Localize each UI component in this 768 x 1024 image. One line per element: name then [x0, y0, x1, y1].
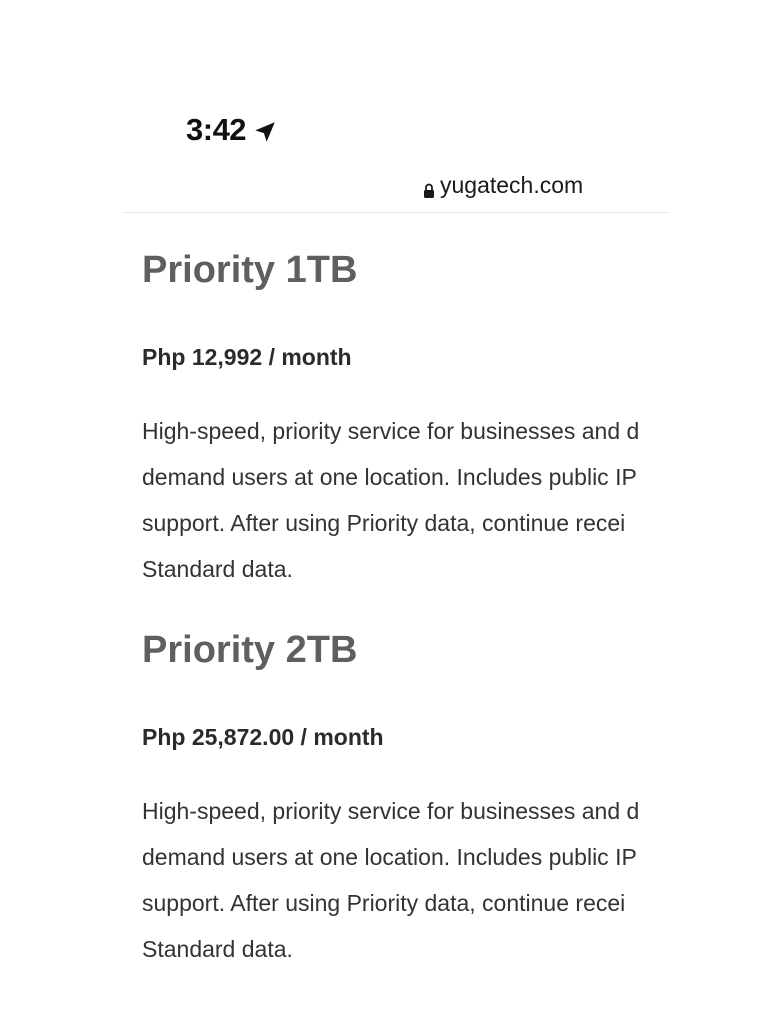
plan-description-line: support. After using Priority data, continue recei — [142, 890, 626, 916]
lock-icon — [423, 178, 435, 194]
plan-description-line: demand users at one location. Includes public IP — [142, 844, 637, 870]
status-bar-clock — [186, 112, 278, 148]
plan-title: Priority 1TB — [142, 249, 358, 291]
plan-price: Php 12,992 / month — [142, 344, 352, 370]
address-bar-domain: yugatech.com — [440, 172, 584, 198]
plan-price: Php 25,872.00 / month — [142, 724, 384, 750]
plan-description-line: High-speed, priority service for businesses and d — [142, 798, 640, 824]
plan-description — [142, 408, 668, 592]
address-bar[interactable] — [423, 172, 583, 199]
status-time-text: 3:42 — [186, 112, 247, 147]
plan-description-line: support. After using Priority data, continue recei — [142, 510, 626, 536]
plan-description-line: Standard data. — [142, 936, 293, 962]
plan-description-line: Standard data. — [142, 556, 293, 582]
article-content — [142, 213, 668, 962]
plan-description-line: demand users at one location. Includes public IP — [142, 464, 637, 490]
location-arrow-icon — [252, 117, 278, 143]
plan-title: Priority 2TB — [142, 629, 358, 671]
plan-description-line: High-speed, priority service for businesses and d — [142, 418, 640, 444]
plan-description — [142, 788, 668, 972]
